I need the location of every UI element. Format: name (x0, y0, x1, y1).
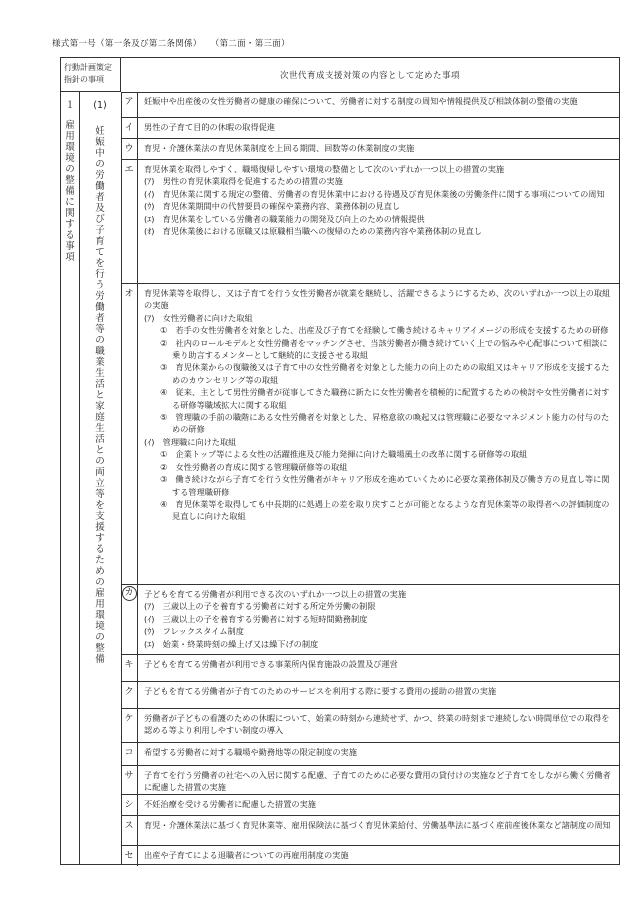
measure-text (144, 163, 613, 237)
section-number: １ (65, 100, 75, 111)
measure-text (144, 712, 613, 737)
measure-line: 労働者が子どもの看護のための休暇について、始業の時刻から連続せず、かつ、終業の時刻まで連続しない時間単位での取得を認める等より利用しやすい制度の導入 (144, 713, 610, 736)
measure-label: キ (121, 655, 138, 681)
measure-row (121, 160, 619, 284)
section-title: 雇用環境の整備に関する事項 (65, 120, 75, 263)
measure-text (144, 819, 613, 831)
measure-row (121, 139, 619, 160)
measures-list (121, 92, 619, 864)
measure-line: 子どもを育てる労働者が利用できる次のいずれか一つ以上の措置の実施 (144, 589, 407, 599)
measure-line: (ｱ) 女性労働者に向けた取組 (144, 312, 253, 323)
measure-line: ③ 育児休業からの復職後又は子育て中の女性労働者を対象とした能力の向上のための取組又はキャリア形成を支援するためのカウンセリング等の取組 (160, 362, 610, 385)
measure-line: 子育てを行う労働者の社宅への入居に関する配慮、子育てのために必要な費用の貸付けの実施など子育てをしながら働く労働者に配慮した措置の実施 (144, 770, 611, 793)
measure-label: シ (121, 795, 138, 815)
measure-line: (ｴ) 育児休業をしている労働者の職業能力の開発及び向上のための情報提供 (144, 213, 425, 224)
measure-line: 育児休業を取得しやすく、職場復帰しやすい環境の整備として次のいずれか一つ以上の措置の実施 (144, 164, 505, 174)
measure-row (121, 585, 619, 655)
measure-line: 子どもを育てる労働者が子育てのためのサービスを利用する際に要する費用の援助の措置の実施 (144, 686, 497, 696)
measure-row (121, 795, 619, 816)
measure-line: 子どもを育てる労働者が利用できる事業所内保育施設の設置及び運営 (144, 659, 398, 669)
measure-text (144, 746, 613, 758)
measure-line: (ｲ) 育児休業に関する規定の整備、労働者の育児休業中における待遇及び育児休業後の労働条件に関する事項についての周知 (144, 188, 605, 199)
subsection-title: 妊娠中の労働者及び子育てを行う労働者等の職業生活と家庭生活との両立等を支援するための雇用環境の整備 (95, 126, 105, 665)
measure-label: サ (121, 766, 138, 794)
subsection-column (79, 92, 122, 864)
measure-text (144, 95, 613, 107)
measure-row (121, 846, 619, 866)
measure-row (121, 709, 619, 743)
measure-line: ② 女性労働者の育成に関する管理職研修等の取組 (160, 461, 348, 472)
measure-label: カ (121, 585, 138, 654)
measure-label: ア (121, 92, 138, 117)
measure-text (144, 849, 613, 861)
subsection-number: (1) (93, 100, 107, 111)
measure-text (144, 121, 613, 133)
measure-label: ス (121, 816, 138, 845)
right-column-header: 次世代育成支援対策の内容として定めた事項 (121, 58, 619, 93)
measure-line: (ｳ) 育児休業期間中の代替要員の確保や業務内容、業務体制の見直し (144, 201, 401, 212)
measure-row (121, 682, 619, 709)
measure-text (144, 685, 613, 697)
measure-row (121, 284, 619, 585)
measure-line: (ｲ) 管理職に向けた取組 (144, 436, 237, 447)
measure-label: ウ (121, 139, 138, 159)
measure-text (144, 287, 613, 523)
measure-label: イ (121, 118, 138, 138)
measure-row (121, 766, 619, 795)
measure-line: 出産や子育てによる退職者についての再雇用制度の実施 (144, 850, 349, 860)
measure-label: エ (121, 160, 138, 283)
measure-line: (ｱ) 男性の育児休業取得を促進するための措置の実施 (144, 176, 343, 187)
measure-line: (ｳ) フレックスタイム制度 (144, 626, 244, 637)
measure-line: ③ 働き続けながら子育てを行う女性労働者がキャリア形成を進めていくために必要な業務体制及び働き方の見直し等に関する管理職研修 (160, 474, 610, 497)
measure-label: セ (121, 846, 138, 866)
measure-text (144, 798, 613, 810)
measure-line: ⑤ 管理職の手前の職階にある女性労働者を対象とした、昇格意欲の喚起又は管理職に必要なマネジメント能力の付与のための研修 (160, 412, 610, 435)
measure-label: ケ (121, 709, 138, 742)
measure-line: (ｲ) 三歳以上の子を養育する労働者に対する短時間勤務制度 (144, 613, 368, 624)
measure-text (144, 142, 613, 154)
measure-line: (ｱ) 三歳以上の子を養育する労働者に対する所定外労働の制限 (144, 601, 376, 612)
measure-line: (ｴ) 始業・終業時刻の繰上げ又は繰下げの制度 (144, 638, 319, 649)
measure-row (121, 743, 619, 766)
measure-line: ④ 育児休業等を取得しても中長期的に処遇上の差を取り戻すことが可能となるような育児休業等の取得者への評価制度の見直しに向けた取組 (160, 498, 610, 522)
measure-row (121, 92, 619, 118)
measure-row (121, 118, 619, 139)
form-label: 様式第一号（第一条及び第二条関係） （第二面・第三面） (52, 39, 290, 49)
measure-line: 妊娠中や出産後の女性労働者の健康の確保について、労働者に対する制度の周知や情報提供及び相談体制の整備の実施 (144, 96, 578, 106)
left-column-header: 行動計画策定指針の事項 (61, 58, 121, 92)
measure-line: ② 社内のロールモデルと女性労働者をマッチングさせ、当該労働者が働き続けていく上での悩みや心配事について相談に乗り助言するメンターとして継続的に支援させる取組 (160, 337, 608, 361)
measure-label: ク (121, 682, 138, 708)
measure-line: 育児・介護休業法に基づく育児休業等、雇用保険法に基づく育児休業給付、労働基準法に基づく産前産後休業など諸制度の周知 (144, 820, 611, 830)
measure-row (121, 816, 619, 846)
measure-line: 希望する労働者に対する職場や勤務地等の限定制度の実施 (144, 747, 357, 757)
measure-text (144, 588, 613, 650)
measure-line: ① 企業トップ等による女性の活躍推進及び能力発揮に向けた職場風土の改革に関する研修等の取組 (160, 449, 528, 460)
measure-line: (ｵ) 育児休業後における原職又は原職相当職への復帰のための業務内容や業務体制の見直し (144, 226, 482, 237)
measure-line: ① 若手の女性労働者を対象とした、出産及び子育てを経験して働き続けるキャリアイメージの形成を支援するための研修 (160, 325, 609, 336)
measure-line: 男性の子育て目的の休暇の取得促進 (144, 122, 276, 132)
measure-line: ④ 従来、主として男性労働者が従事してきた職務に新たに女性労働者を積極的に配置するための検討や女性労働者に対する研修等職域拡大に関する取組 (160, 387, 610, 410)
section-column (61, 92, 80, 864)
form-table (60, 57, 620, 865)
measure-row (121, 655, 619, 682)
measure-text (144, 769, 613, 794)
measure-label: オ (121, 284, 138, 584)
measure-line: 不妊治療を受ける労働者に配慮した措置の実施 (144, 799, 316, 809)
measure-line: 育児休業等を取得し、又は子育てを行う女性労働者が就業を継続し、活躍できるようにするため、次のいずれか一つ以上の取組の実施 (144, 288, 611, 311)
measure-label: コ (121, 743, 138, 765)
measure-text (144, 658, 613, 670)
measure-line: 育児・介護休業法の育児休業制度を上回る期間、回数等の休業制度の実施 (144, 143, 415, 153)
